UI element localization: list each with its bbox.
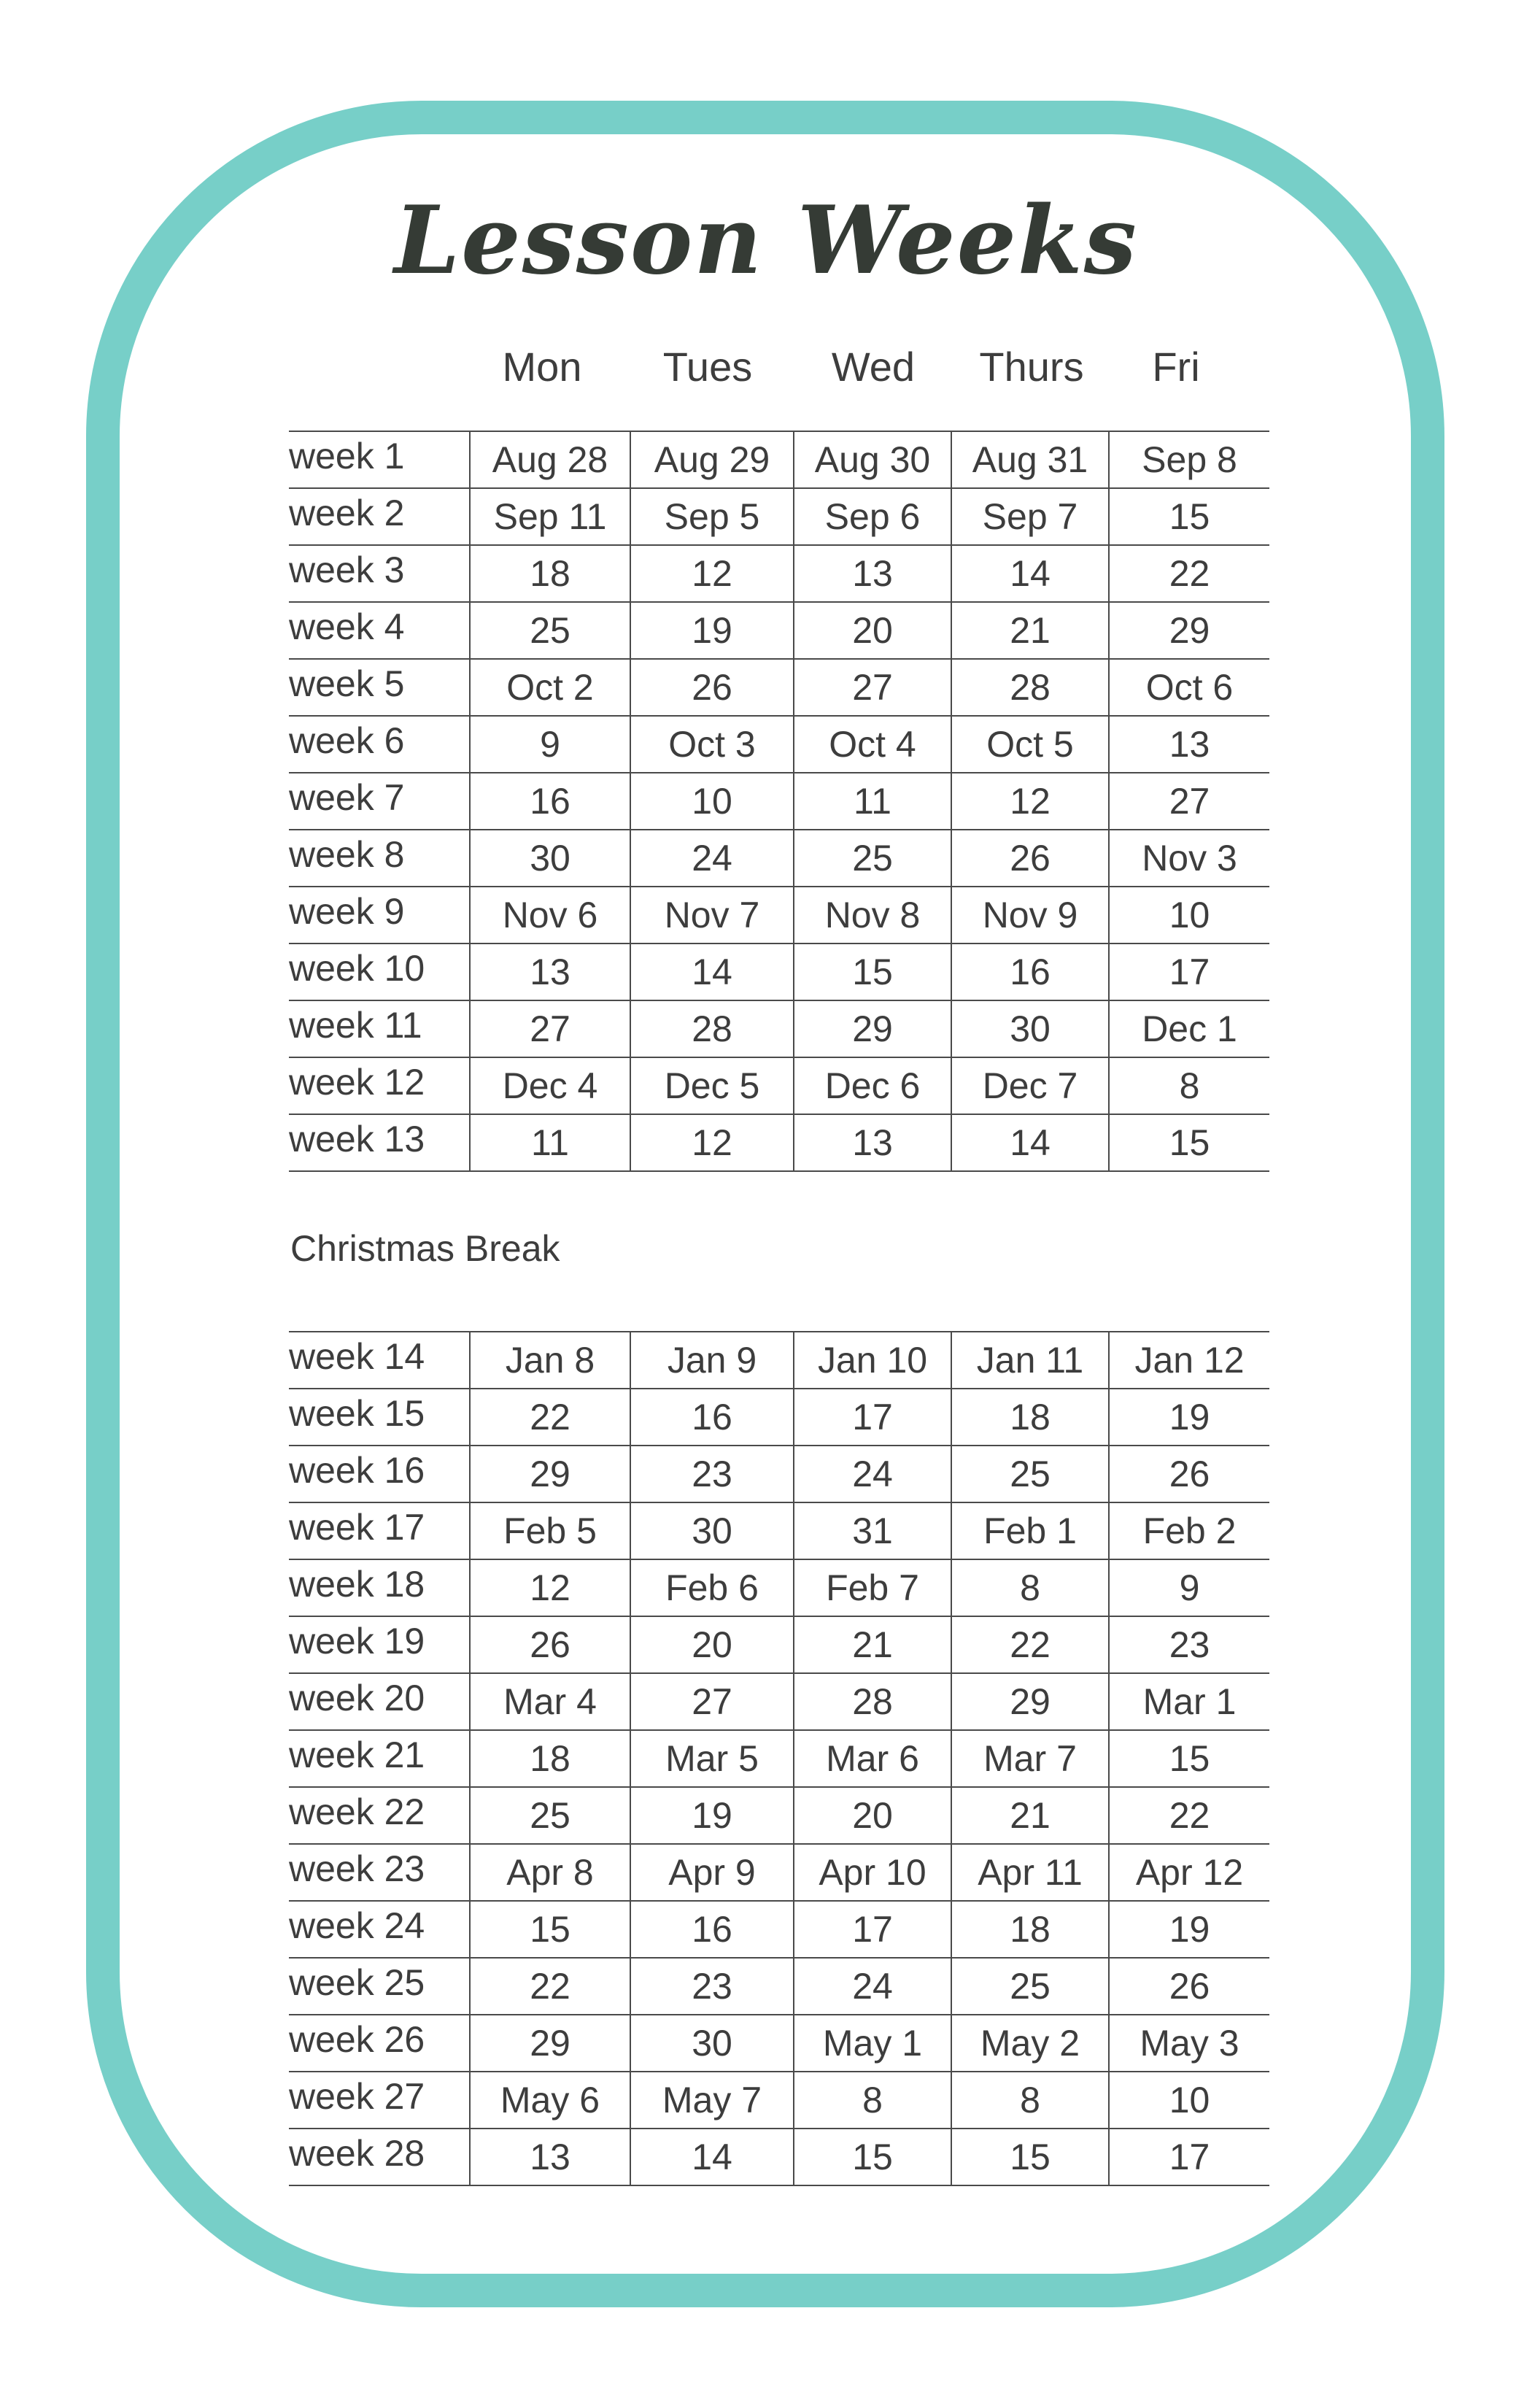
table-row	[289, 1901, 1269, 1958]
table-row	[289, 1057, 1269, 1114]
date-cell: Mar 5	[630, 1730, 794, 1787]
date-cell: 21	[951, 1787, 1109, 1844]
week-label: week 20	[289, 1673, 470, 1730]
date-cell: 26	[1109, 1958, 1269, 2015]
date-cell: Apr 11	[951, 1844, 1109, 1901]
date-cell: 29	[470, 1446, 630, 1502]
date-cell: Oct 6	[1109, 659, 1269, 716]
date-cell: Nov 8	[794, 887, 951, 943]
date-cell: 25	[470, 602, 630, 659]
table-row	[289, 1730, 1269, 1787]
week-label: week 11	[289, 1000, 470, 1057]
date-cell: 15	[470, 1901, 630, 1958]
date-cell: Feb 7	[794, 1559, 951, 1616]
date-cell: Nov 7	[630, 887, 794, 943]
date-cell: Jan 12	[1109, 1332, 1269, 1389]
date-cell: 24	[794, 1446, 951, 1502]
date-cell: Dec 4	[470, 1057, 630, 1114]
date-cell: 18	[951, 1901, 1109, 1958]
date-cell: 28	[794, 1673, 951, 1730]
date-cell: Feb 6	[630, 1559, 794, 1616]
date-cell: 14	[630, 2129, 794, 2185]
table-row	[289, 1958, 1269, 2015]
date-cell: Jan 9	[630, 1332, 794, 1389]
table-row	[289, 431, 1269, 488]
date-cell: 28	[951, 659, 1109, 716]
date-cell: 16	[951, 943, 1109, 1000]
date-cell: Oct 5	[951, 716, 1109, 773]
date-cell: 13	[794, 545, 951, 602]
date-cell: 26	[1109, 1446, 1269, 1502]
date-cell: 22	[470, 1389, 630, 1446]
date-cell: 23	[1109, 1616, 1269, 1673]
date-cell: 30	[470, 830, 630, 887]
date-cell: May 2	[951, 2015, 1109, 2072]
date-cell: Feb 5	[470, 1502, 630, 1559]
date-cell: 29	[794, 1000, 951, 1057]
table-row	[289, 2129, 1269, 2185]
date-cell: 29	[1109, 602, 1269, 659]
date-cell: Sep 6	[794, 488, 951, 545]
christmas-break-label: Christmas Break	[290, 1228, 560, 1269]
date-cell: 22	[1109, 545, 1269, 602]
week-label: week 6	[289, 716, 470, 773]
day-header-mon: Mon	[502, 344, 582, 390]
date-cell: Dec 7	[951, 1057, 1109, 1114]
date-cell: 25	[794, 830, 951, 887]
date-cell: Dec 1	[1109, 1000, 1269, 1057]
week-label: week 16	[289, 1446, 470, 1502]
date-cell: Mar 6	[794, 1730, 951, 1787]
date-cell: 8	[794, 2072, 951, 2129]
date-cell: Dec 5	[630, 1057, 794, 1114]
date-cell: 23	[630, 1446, 794, 1502]
date-cell: 18	[470, 1730, 630, 1787]
date-cell: Apr 12	[1109, 1844, 1269, 1901]
date-cell: 26	[470, 1616, 630, 1673]
date-cell: 26	[630, 659, 794, 716]
week-label: week 18	[289, 1559, 470, 1616]
date-cell: 15	[951, 2129, 1109, 2185]
date-cell: Jan 11	[951, 1332, 1109, 1389]
date-cell: Dec 6	[794, 1057, 951, 1114]
date-cell: Oct 4	[794, 716, 951, 773]
date-cell: 17	[794, 1901, 951, 1958]
date-cell: 27	[630, 1673, 794, 1730]
table-row	[289, 1502, 1269, 1559]
date-cell: Sep 8	[1109, 431, 1269, 488]
week-label: week 13	[289, 1114, 470, 1171]
date-cell: 16	[630, 1389, 794, 1446]
week-label: week 3	[289, 545, 470, 602]
date-cell: 8	[1109, 1057, 1269, 1114]
date-cell: May 1	[794, 2015, 951, 2072]
date-cell: 19	[630, 1787, 794, 1844]
date-cell: 18	[951, 1389, 1109, 1446]
week-label: week 25	[289, 1958, 470, 2015]
date-cell: 13	[794, 1114, 951, 1171]
week-label: week 21	[289, 1730, 470, 1787]
date-cell: Aug 31	[951, 431, 1109, 488]
date-cell: 13	[1109, 716, 1269, 773]
date-cell: 24	[630, 830, 794, 887]
date-cell: 14	[630, 943, 794, 1000]
date-cell: 17	[1109, 943, 1269, 1000]
date-cell: Oct 3	[630, 716, 794, 773]
table-row	[289, 716, 1269, 773]
date-cell: Jan 8	[470, 1332, 630, 1389]
date-cell: 28	[630, 1000, 794, 1057]
date-cell: Nov 3	[1109, 830, 1269, 887]
date-cell: 10	[1109, 887, 1269, 943]
date-cell: 22	[951, 1616, 1109, 1673]
date-cell: May 3	[1109, 2015, 1269, 2072]
date-cell: Feb 2	[1109, 1502, 1269, 1559]
date-cell: Aug 28	[470, 431, 630, 488]
table-row	[289, 1389, 1269, 1446]
date-cell: Apr 10	[794, 1844, 951, 1901]
date-cell: 17	[1109, 2129, 1269, 2185]
day-header-tues: Tues	[662, 344, 753, 390]
date-cell: 21	[951, 602, 1109, 659]
date-cell: 12	[951, 773, 1109, 830]
table-row	[289, 1616, 1269, 1673]
date-cell: 25	[470, 1787, 630, 1844]
table-row	[289, 488, 1269, 545]
date-cell: 29	[470, 2015, 630, 2072]
table-row	[289, 1787, 1269, 1844]
table-row	[289, 1844, 1269, 1901]
day-header-wed: Wed	[831, 344, 916, 390]
date-cell: 8	[951, 1559, 1109, 1616]
date-cell: 20	[794, 602, 951, 659]
schedule-table-fall-body	[289, 431, 1269, 1171]
table-row	[289, 2072, 1269, 2129]
week-label: week 15	[289, 1389, 470, 1446]
date-cell: 31	[794, 1502, 951, 1559]
date-cell: Feb 1	[951, 1502, 1109, 1559]
date-cell: 19	[1109, 1901, 1269, 1958]
schedule-table-fall	[289, 431, 1269, 1172]
date-cell: Aug 29	[630, 431, 794, 488]
date-cell: 15	[1109, 1114, 1269, 1171]
date-cell: Sep 11	[470, 488, 630, 545]
day-header-fri: Fri	[1152, 344, 1200, 390]
date-cell: 21	[794, 1616, 951, 1673]
table-row	[289, 2015, 1269, 2072]
date-cell: 9	[470, 716, 630, 773]
week-label: week 4	[289, 602, 470, 659]
date-cell: 27	[1109, 773, 1269, 830]
page-title: Lesson Weeks	[394, 186, 1138, 296]
date-cell: 13	[470, 943, 630, 1000]
date-cell: 27	[470, 1000, 630, 1057]
week-label: week 9	[289, 887, 470, 943]
schedule-table-spring-body	[289, 1332, 1269, 2185]
week-label: week 5	[289, 659, 470, 716]
date-cell: 22	[1109, 1787, 1269, 1844]
date-cell: 14	[951, 545, 1109, 602]
date-cell: Jan 10	[794, 1332, 951, 1389]
date-cell: 17	[794, 1389, 951, 1446]
table-row	[289, 1673, 1269, 1730]
date-cell: May 6	[470, 2072, 630, 2129]
date-cell: 11	[794, 773, 951, 830]
table-row	[289, 602, 1269, 659]
date-cell: 12	[630, 545, 794, 602]
date-cell: 19	[630, 602, 794, 659]
table-row	[289, 1332, 1269, 1389]
date-cell: 8	[951, 2072, 1109, 2129]
week-label: week 14	[289, 1332, 470, 1389]
week-label: week 10	[289, 943, 470, 1000]
day-header-row	[0, 343, 1532, 394]
date-cell: 24	[794, 1958, 951, 2015]
date-cell: Apr 9	[630, 1844, 794, 1901]
date-cell: Apr 8	[470, 1844, 630, 1901]
date-cell: 26	[951, 830, 1109, 887]
date-cell: 11	[470, 1114, 630, 1171]
week-label: week 1	[289, 431, 470, 488]
date-cell: 25	[951, 1958, 1109, 2015]
week-label: week 27	[289, 2072, 470, 2129]
date-cell: 15	[1109, 488, 1269, 545]
date-cell: 20	[630, 1616, 794, 1673]
table-row	[289, 1446, 1269, 1502]
date-cell: 29	[951, 1673, 1109, 1730]
table-row	[289, 887, 1269, 943]
table-row	[289, 659, 1269, 716]
table-row	[289, 943, 1269, 1000]
date-cell: 22	[470, 1958, 630, 2015]
date-cell: 12	[630, 1114, 794, 1171]
week-label: week 8	[289, 830, 470, 887]
table-row	[289, 773, 1269, 830]
date-cell: 20	[794, 1787, 951, 1844]
date-cell: 15	[794, 2129, 951, 2185]
week-label: week 19	[289, 1616, 470, 1673]
day-header-thurs: Thurs	[979, 344, 1084, 390]
week-label: week 12	[289, 1057, 470, 1114]
date-cell: Mar 1	[1109, 1673, 1269, 1730]
table-row	[289, 545, 1269, 602]
week-label: week 23	[289, 1844, 470, 1901]
date-cell: 25	[951, 1446, 1109, 1502]
date-cell: 27	[794, 659, 951, 716]
week-label: week 28	[289, 2129, 470, 2185]
date-cell: 30	[951, 1000, 1109, 1057]
date-cell: Sep 5	[630, 488, 794, 545]
date-cell: Mar 4	[470, 1673, 630, 1730]
date-cell: 9	[1109, 1559, 1269, 1616]
date-cell: 16	[630, 1901, 794, 1958]
date-cell: Mar 7	[951, 1730, 1109, 1787]
week-label: week 26	[289, 2015, 470, 2072]
week-label: week 24	[289, 1901, 470, 1958]
table-row	[289, 830, 1269, 887]
week-label: week 2	[289, 488, 470, 545]
schedule-table-spring	[289, 1331, 1269, 2186]
date-cell: 30	[630, 2015, 794, 2072]
date-cell: 12	[470, 1559, 630, 1616]
week-label: week 7	[289, 773, 470, 830]
date-cell: Sep 7	[951, 488, 1109, 545]
date-cell: Nov 9	[951, 887, 1109, 943]
date-cell: 10	[630, 773, 794, 830]
week-label: week 22	[289, 1787, 470, 1844]
date-cell: 14	[951, 1114, 1109, 1171]
date-cell: 18	[470, 545, 630, 602]
date-cell: May 7	[630, 2072, 794, 2129]
table-row	[289, 1559, 1269, 1616]
table-row	[289, 1000, 1269, 1057]
date-cell: 19	[1109, 1389, 1269, 1446]
date-cell: 23	[630, 1958, 794, 2015]
week-label: week 17	[289, 1502, 470, 1559]
date-cell: Aug 30	[794, 431, 951, 488]
date-cell: Nov 6	[470, 887, 630, 943]
date-cell: 15	[1109, 1730, 1269, 1787]
date-cell: 15	[794, 943, 951, 1000]
date-cell: Oct 2	[470, 659, 630, 716]
date-cell: 30	[630, 1502, 794, 1559]
date-cell: 13	[470, 2129, 630, 2185]
table-row	[289, 1114, 1269, 1171]
date-cell: 10	[1109, 2072, 1269, 2129]
date-cell: 16	[470, 773, 630, 830]
